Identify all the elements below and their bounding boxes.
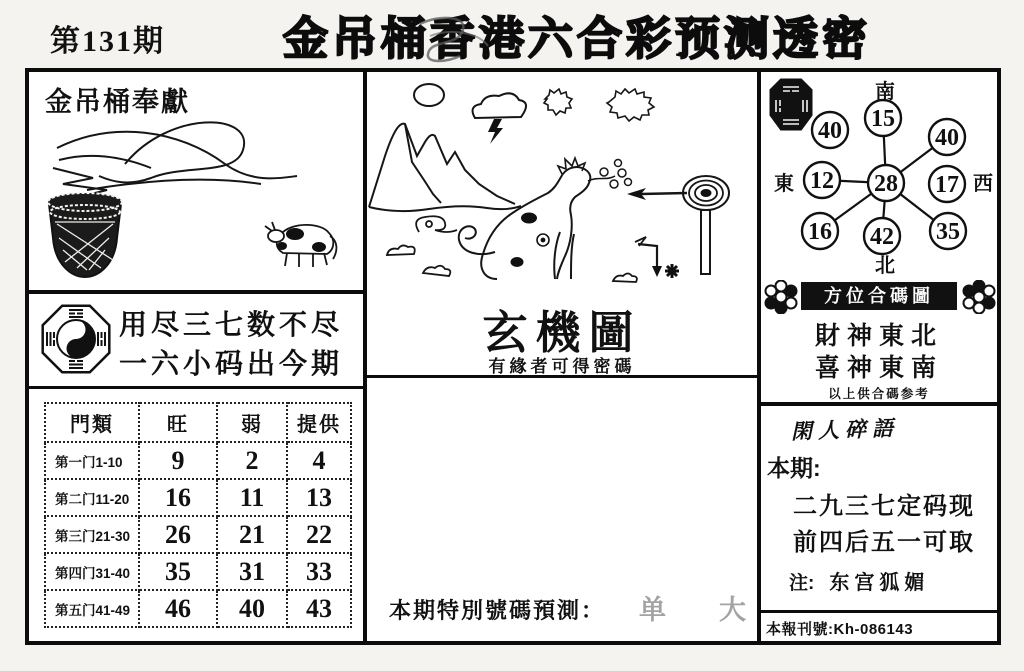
compass-center-number: 28	[874, 171, 898, 197]
down-arrow-flower-icon	[635, 237, 679, 278]
gossip-title: 閑人碎語	[790, 416, 900, 444]
table-header-row	[45, 403, 351, 442]
weak-value: 21	[217, 516, 287, 553]
offer-value: 33	[287, 553, 351, 590]
middle-divider	[367, 375, 757, 378]
gate-table-section	[29, 389, 363, 641]
prediction-label: 本期特別號碼預測：	[389, 598, 606, 623]
gate-table	[44, 402, 352, 628]
mountain-icon	[369, 124, 521, 211]
col-header-weak: 弱	[217, 403, 287, 442]
compass-upper-right-number: 40	[935, 125, 959, 151]
offer-value: 43	[287, 590, 351, 627]
publication-number: 本報刊號:Kh-086143	[766, 621, 914, 638]
mystery-picture-drawing	[367, 72, 757, 296]
mystery-picture-subtitle: 有緣者可得密碼	[488, 357, 636, 376]
joy-god-direction: 喜神東南	[814, 355, 943, 382]
strong-value: 16	[139, 479, 217, 516]
slogan-line-1: 用尽三七数不尽	[119, 310, 344, 341]
strong-value: 9	[139, 442, 217, 479]
strong-value: 46	[139, 590, 217, 627]
strong-value: 26	[139, 516, 217, 553]
row-label: 第五门41-49	[45, 590, 139, 627]
target-icon	[683, 176, 729, 274]
south-label: 南	[875, 81, 895, 103]
verse-line-2: 前四后五一可取	[793, 530, 975, 556]
arrow-icon	[627, 188, 687, 200]
north-label: 北	[875, 255, 895, 277]
compass-bottom-number: 42	[870, 224, 894, 250]
table-row	[45, 590, 351, 627]
compass-lower-right-number: 35	[936, 219, 960, 245]
prediction-value-big: 大	[719, 595, 746, 625]
main-frame	[25, 68, 1001, 645]
table-row	[45, 516, 351, 553]
middle-column	[367, 72, 761, 641]
dedication-section	[29, 72, 363, 294]
right-divider-2	[761, 610, 997, 613]
compass-right-number: 17	[935, 172, 959, 198]
weak-value: 31	[217, 553, 287, 590]
scribble-lines-icon	[53, 122, 297, 202]
period-label: 本期:	[767, 455, 821, 481]
table-row	[45, 479, 351, 516]
mystery-picture-title: 玄機圖	[482, 308, 642, 358]
right-divider-1	[761, 402, 997, 406]
compass-lower-left-number: 16	[808, 219, 832, 245]
verse-line-1: 二九三七定码现	[793, 494, 975, 520]
row-label: 第二门11-20	[45, 479, 139, 516]
cow-icon	[265, 222, 336, 267]
special-number-prediction	[367, 588, 757, 628]
compass-upper-left-number: 40	[818, 118, 842, 144]
row-label: 第三门21-30	[45, 516, 139, 553]
yinyang-bagua-icon	[39, 302, 113, 376]
direction-number-diagram	[761, 72, 997, 278]
col-header-category: 門類	[45, 403, 139, 442]
offer-value: 22	[287, 516, 351, 553]
slogan-line-2: 一六小码出今期	[119, 349, 344, 380]
west-label: 西	[973, 173, 993, 195]
col-header-offer: 提供	[287, 403, 351, 442]
weak-value: 40	[217, 590, 287, 627]
bagua-octagon-icon	[770, 79, 813, 131]
note-label: 注:	[789, 573, 815, 594]
page-title: 金吊桶香港六合彩预测透密	[283, 13, 872, 64]
issue-number: 第131期	[50, 25, 165, 58]
offer-value: 13	[287, 479, 351, 516]
slogan-section	[29, 294, 363, 389]
col-header-strong: 旺	[139, 403, 217, 442]
right-column	[761, 72, 997, 641]
dog-icon	[459, 158, 632, 279]
compass-top-number: 15	[871, 106, 895, 132]
starburst-large-icon	[607, 89, 654, 121]
row-label: 第一门1-10	[45, 442, 139, 479]
starburst-small-icon	[544, 89, 572, 115]
compass-left-number: 12	[810, 168, 834, 194]
wealth-god-direction: 財神東北	[814, 323, 943, 350]
doodle-swirl-icon	[416, 216, 457, 232]
weak-value: 2	[217, 442, 287, 479]
note-line	[789, 566, 929, 595]
table-row	[45, 442, 351, 479]
row-label: 第四门31-40	[45, 553, 139, 590]
direction-code-banner: 方位合碼圖	[801, 282, 957, 310]
dedication-title: 金吊桶奉獻	[45, 87, 190, 117]
strong-value: 35	[139, 553, 217, 590]
flower-cluster-icon	[761, 280, 801, 314]
note-value: 东宫狐媚	[829, 572, 930, 594]
prediction-value-odd: 单	[639, 595, 666, 625]
bucket-icon	[48, 193, 122, 277]
table-row	[45, 553, 351, 590]
offer-value: 4	[287, 442, 351, 479]
left-column	[29, 72, 367, 641]
cloud-lightning-icon	[473, 93, 526, 144]
banner-row	[761, 280, 997, 316]
sun-icon	[414, 84, 444, 106]
reference-note: 以上供合碼参考	[828, 387, 930, 401]
flower-cluster-icon	[959, 280, 999, 314]
weak-value: 11	[217, 479, 287, 516]
title-smudge-scribble	[400, 6, 510, 66]
east-label: 東	[774, 173, 794, 195]
